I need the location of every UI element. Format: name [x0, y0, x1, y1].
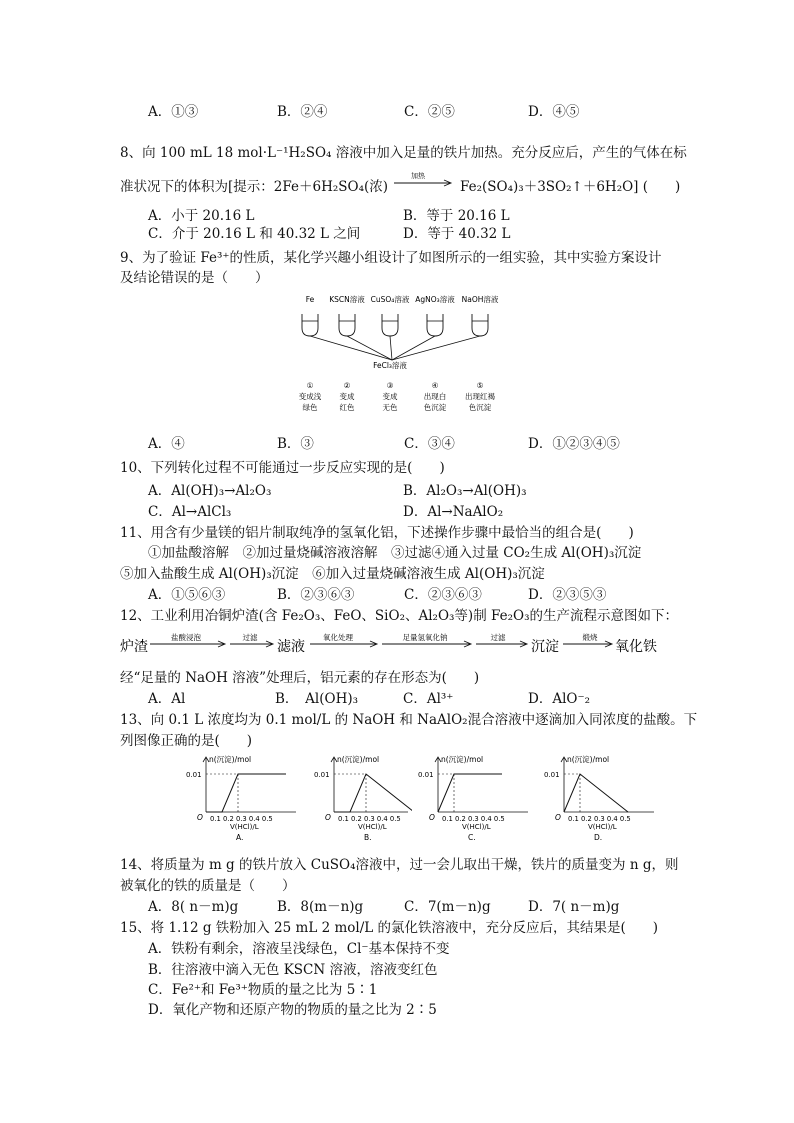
q13-graph-b [308, 752, 412, 844]
q14-option-b: B．8(m－n)g [277, 899, 364, 915]
result-5-line1: 出现红褐 [465, 392, 495, 401]
reagent-agno3: AgNO₃溶液 [415, 295, 455, 304]
result-4-line1: 出现白 [423, 392, 447, 401]
q12-question: 经“足量的 NaOH 溶液”处理后，铝元素的存在形态为( ) [120, 670, 480, 686]
flow-arrow-2-label: 过滤 [242, 633, 258, 642]
y-tick-label: 0.01 [186, 771, 202, 779]
test-tube-5 [472, 314, 488, 336]
q10-stem: 10、下列转化过程不可能通过一步反应实现的是( ) [120, 460, 445, 476]
x-tick-labels: 0.1 0.2 0.3 0.4 0.5 [442, 815, 505, 823]
heat-arrow-label: 加热 [411, 172, 425, 180]
q15-option-b: B．往溶液中滴入无色 KSCN 溶液，溶液变红色 [148, 962, 438, 978]
q7-option-d: D．④⑤ [528, 104, 580, 120]
q14-stem-line2: 被氧化的铁的质量是（ ） [120, 878, 296, 894]
x-tick-labels: 0.1 0.2 0.3 0.4 0.5 [338, 815, 401, 823]
flow-arrow-3-label: 氧化处理 [323, 633, 353, 642]
data-line [206, 774, 286, 812]
y-tick-label: 0.01 [544, 771, 560, 779]
y-axis-label: n(沉淀)/mol [337, 755, 380, 764]
flow-precipitate: 沉淀 [531, 639, 559, 655]
q12-option-c: C．Al³⁺ [403, 691, 454, 707]
q8-option-d: D．等于 40.32 L [403, 226, 511, 242]
flow-arrow-4-label: 足量氢氧化钠 [402, 633, 448, 642]
q15-option-a: A．铁粉有剩余，溶液呈浅绿色，Cl⁻基本保持不变 [148, 941, 450, 957]
y-axis-label: n(沉淀)/mol [567, 755, 610, 764]
q9-option-a: A．④ [148, 436, 185, 452]
q13-graph-c [412, 752, 532, 844]
fecl3-experiment-diagram [284, 288, 524, 420]
x-tick-labels: 0.1 0.2 0.3 0.4 0.5 [568, 815, 631, 823]
q11-option-b: B．②③⑥③ [277, 587, 355, 603]
result-3-line2: 无色 [382, 403, 398, 412]
x-axis-label: V(HCl)/L [588, 823, 617, 831]
q8-option-c: C．介于 20.16 L 和 40.32 L 之间 [148, 226, 361, 242]
q11-option-c: C．②③⑥③ [404, 587, 482, 603]
q8-option-a: A．小于 20.16 L [148, 208, 255, 224]
origin-label: O [555, 813, 561, 822]
result-1-line2: 绿色 [302, 403, 318, 412]
flow-diagram [118, 630, 663, 660]
graph-caption: C. [468, 833, 476, 842]
q12-option-b: B． Al(OH)₃ [275, 691, 359, 707]
heat-arrow [392, 171, 456, 191]
data-line [438, 774, 502, 812]
q9-option-d: D．①②③④⑤ [528, 436, 620, 452]
y-tick-label: 0.01 [314, 771, 330, 779]
q13-graph-a [180, 752, 300, 844]
origin-label: O [429, 813, 435, 822]
q11-steps-line1: ①加盐酸溶解 ②加过量烧碱溶液溶解 ③过滤④通入过量 CO₂生成 Al(OH)₃沉淀 [148, 545, 642, 561]
q8-stem-line1: 8、向 100 mL 18 mol·L⁻¹H₂SO₄ 溶液中加入足量的铁片加热。充分反应后，产生的气体在标 [120, 145, 687, 161]
q11-option-a: A．①⑤⑥③ [148, 587, 226, 603]
y-tick-label: 0.01 [418, 771, 434, 779]
q13-graph-d [538, 752, 658, 844]
flow-filtrate: 滤液 [277, 639, 305, 655]
q9-option-c: C．③④ [404, 436, 455, 452]
result-3-line1: 变成 [382, 392, 398, 401]
q12-option-d: D．AlO⁻₂ [528, 691, 590, 707]
q10-option-d: D．Al→NaAlO₂ [403, 504, 504, 520]
test-tube-3 [382, 314, 398, 336]
x-tick-labels: 0.1 0.2 0.3 0.4 0.5 [210, 815, 273, 823]
q13-stem-line1: 13、向 0.1 L 浓度均为 0.1 mol/L 的 NaOH 和 NaAlO₂混合溶液中逐滴加入同浓度的盐酸。下 [120, 712, 698, 728]
flow-end: 氧化铁 [615, 639, 657, 655]
q7-option-c: C．②⑤ [404, 104, 455, 120]
result-5-line2: 色沉淀 [468, 403, 492, 412]
result-3-num: ③ [386, 381, 394, 390]
y-axis-label: n(沉淀)/mol [209, 755, 252, 764]
reagent-kscn: KSCN溶液 [329, 295, 365, 304]
q9-stem-line1: 9、为了验证 Fe³⁺的性质，某化学兴趣小组设计了如图所示的一组实验，其中实验方案设计 [120, 250, 662, 266]
q14-option-a: A．8( n－m)g [148, 899, 239, 915]
q15-option-d: D．氧化产物和还原产物的物质的量之比为 2∶5 [148, 1002, 437, 1018]
q12-stem: 12、工业利用冶铜炉渣(含 Fe₂O₃、FeO、SiO₂、Al₂O₃等)制 Fe₂O₃的生产流程示意图如下： [120, 608, 679, 624]
q10-option-c: C．Al→AlCl₃ [148, 504, 232, 520]
result-2-line2: 红色 [339, 403, 355, 412]
q10-option-a: A．Al(OH)₃→Al₂O₃ [148, 483, 272, 499]
x-axis-label: V(HCl)/L [230, 823, 259, 831]
q8-option-b: B．等于 20.16 L [403, 208, 510, 224]
result-4-num: ④ [431, 381, 439, 390]
origin-label: O [197, 813, 203, 822]
test-tube-2 [339, 314, 355, 336]
q8-stem-line2b: Fe₂(SO₄)₃＋3SO₂↑＋6H₂O] ( ) [460, 179, 681, 195]
result-2-num: ② [343, 381, 351, 390]
q15-stem: 15、将 1.12 g 铁粉加入 25 mL 2 mol/L 的氯化铁溶液中，充分反应后，其结果是( ) [120, 920, 659, 936]
q9-stem-line2: 及结论错误的是（ ） [120, 270, 269, 286]
reagent-fe: Fe [305, 295, 315, 304]
flow-start: 炉渣 [120, 639, 148, 655]
test-tube-1 [302, 314, 318, 336]
result-1-num: ① [306, 381, 314, 390]
graph-caption: A. [236, 833, 244, 842]
data-line [564, 774, 628, 812]
flow-arrow-6-label: 煅烧 [582, 633, 598, 642]
test-tube-4 [427, 314, 443, 336]
x-axis-label: V(HCl)/L [462, 823, 491, 831]
q14-option-c: C．7(m－n)g [404, 899, 491, 915]
flow-arrow-5-label: 过滤 [490, 633, 506, 642]
q11-stem: 11、用含有少量镁的铝片制取纯净的氢氧化铝，下述操作步骤中最恰当的组合是( ) [120, 525, 634, 541]
graph-caption: D. [594, 833, 603, 842]
q9-option-b: B．③ [277, 436, 314, 452]
q8-stem-line2a: 准状况下的体积为[提示：2Fe＋6H₂SO₄(浓) [120, 179, 389, 195]
reagent-cuso4: CuSO₄溶液 [370, 295, 410, 304]
result-5-num: ⑤ [476, 381, 484, 390]
flow-arrow-1-label: 盐酸浸泡 [171, 633, 201, 642]
q15-option-c: C．Fe²⁺和 Fe³⁺物质的量之比为 5∶1 [148, 982, 378, 998]
q7-option-b: B．②④ [277, 104, 328, 120]
data-line [334, 774, 412, 812]
q14-stem-line1: 14、将质量为 m g 的铁片放入 CuSO₄溶液中，过一会儿取出干燥，铁片的质量变为 n g，则 [120, 857, 679, 873]
q13-stem-line2: 列图像正确的是( ) [120, 733, 253, 749]
result-4-line2: 色沉淀 [423, 403, 447, 412]
q10-option-b: B．Al₂O₃→Al(OH)₃ [403, 483, 527, 499]
result-1-line1: 变成浅 [298, 392, 322, 401]
q14-option-d: D．7( n－m)g [528, 899, 620, 915]
graph-caption: B. [364, 833, 372, 842]
q11-steps-line2: ⑤加入盐酸生成 Al(OH)₃沉淀 ⑥加入过量烧碱溶液生成 Al(OH)₃沉淀 [120, 566, 545, 582]
fecl3-label: FeCl₃溶液 [373, 361, 407, 370]
y-axis-label: n(沉淀)/mol [441, 755, 484, 764]
q11-option-d: D．②③⑤③ [528, 587, 607, 603]
origin-label: O [325, 813, 331, 822]
reagent-naoh: NaOH溶液 [461, 295, 499, 304]
x-axis-label: V(HCl)/L [358, 823, 387, 831]
q7-option-a: A．①③ [148, 104, 199, 120]
q12-option-a: A．Al [148, 691, 186, 707]
result-2-line1: 变成 [339, 392, 355, 401]
